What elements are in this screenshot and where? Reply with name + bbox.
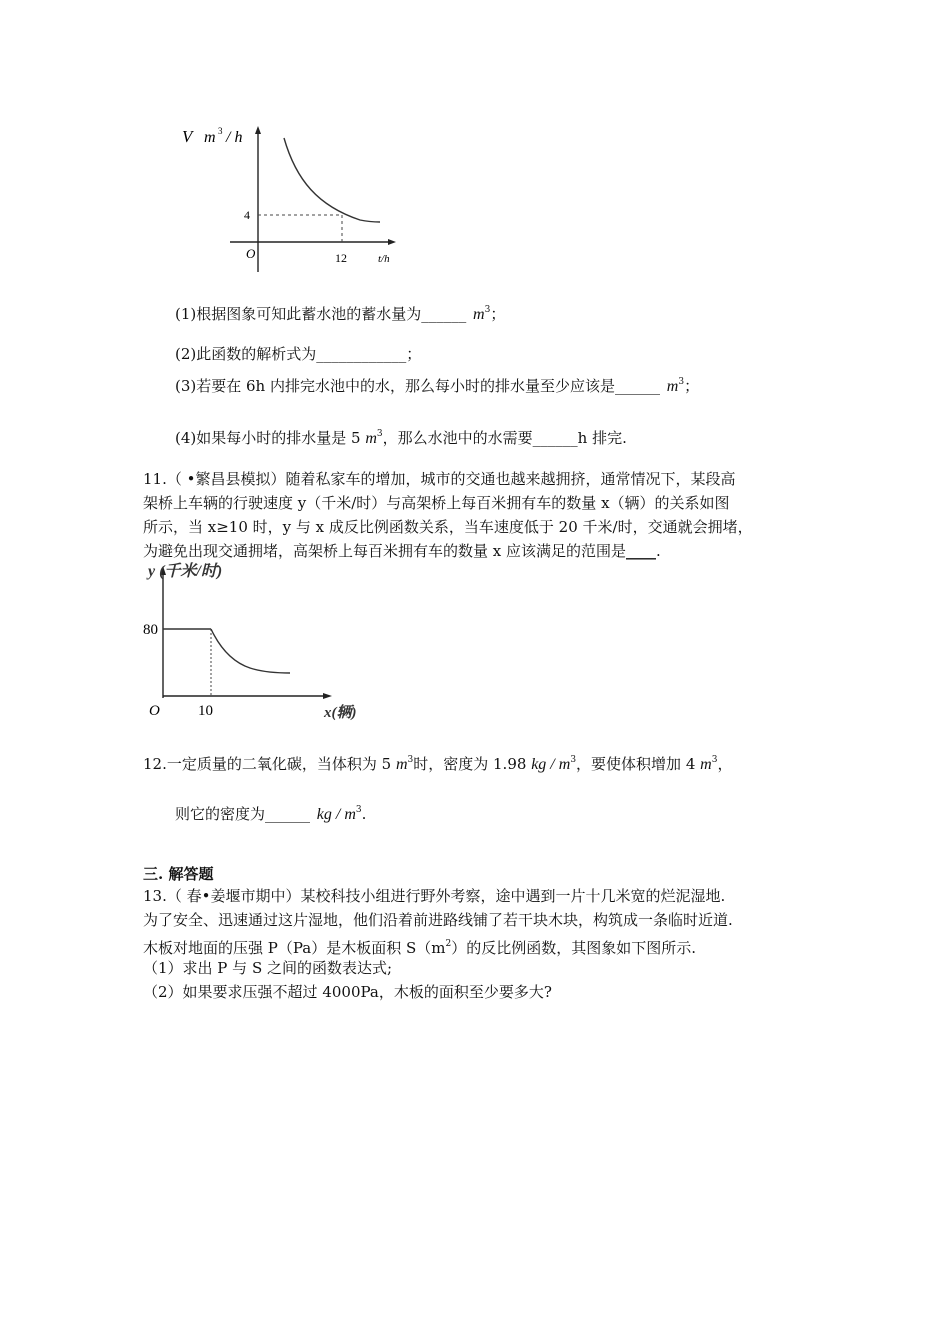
y-tick-label: 80 [143,622,158,638]
graph-traffic-speed [140,558,380,728]
y-label-m: m [204,129,216,146]
x-tick-label: 12 [335,251,347,265]
q13-sub-2: （2）如果要求压强不超过 4000Pa，木板的面积至少要多大? [143,983,552,1001]
q10-part1: (1)根据图象可知此蓄水池的蓄水量为______ $m^3$； [175,305,506,323]
x-axis-label: t/h [378,253,390,265]
q11-line-3: 所示，当 x≥10 时，y 与 x 成反比例函数关系，当车速度低于 20 千米/时，交通就会拥堵， [143,518,753,536]
q10-part3: (3)若要在 6h 内排完水池中的水，那么每小时的排水量至少应该是______ $m^3$； [175,377,700,395]
q11-line-2: 架桥上车辆的行驶速度 y（千米/时）与高架桥上每百米拥有车的数量 x（辆）的关系如图 [143,494,730,512]
q13-sub-1: （1）求出 P 与 S 之间的函数表达式; [143,959,393,977]
q12-line-2: 则它的密度为______ kg / $m^3$. [175,805,367,823]
q10-part2: (2)此函数的解析式为____________； [175,345,422,363]
q13-line-3: 木板对地面的压强 P（Pa）是木板面积 $S(m^2)$的反比例函数，其图象如下图所示. [143,939,697,957]
origin-label: O [246,246,256,261]
answer-blank[interactable]: ______ [265,805,311,823]
q13-line-1: 13.（ 春•姜堰市期中）某校科技小组进行野外考察，途中遇到一片十几米宽的烂泥湿地. [143,887,726,905]
q10-part4: (4)如果每小时的排水量是 5 $m^3$，那么水池中的水需要______h 排完. [175,429,627,447]
origin-label: O [149,703,160,719]
answer-blank[interactable]: ______ [421,305,467,323]
curve [284,138,380,222]
y-label-unit: / h [226,129,243,146]
graph-drain-rate [170,122,410,282]
answer-blank[interactable]: ______ [615,377,660,395]
y-label-exp: 3 [218,126,223,136]
section-heading: 三. 解答题 [143,865,214,883]
curve [211,629,290,673]
q11-line-4: 为避免出现交通拥堵，高架桥上每百米拥有车的数量 x 应该满足的范围是____. [143,542,661,560]
y-axis-label: y (千米/时) [148,563,223,580]
q11-line-1: 11.（ •繁昌县模拟）随着私家车的增加，城市的交通也越来越拥挤，通常情况下，某段高 [143,470,736,488]
answer-blank[interactable]: ____ [626,542,656,560]
y-label-v: V [182,127,193,146]
q13-line-2: 为了安全、迅速通过这片湿地，他们沿着前进路线铺了若干块木块，构筑成一条临时近道. [143,911,733,929]
y-axis-arrow [255,126,261,134]
x-axis-label: x(辆) [324,705,357,721]
x-axis-arrow [388,239,396,245]
answer-blank[interactable]: ____________ [316,345,407,363]
q12-line-1: 12.一定质量的二氧化碳，当体积为 5 $m^3$时，密度为 1.98 kg / $m^3$，要使体积增加 4 $m^3$， [143,755,733,773]
x-axis-arrow [323,693,332,699]
answer-blank[interactable]: ______ [532,429,578,447]
y-tick-label: 4 [244,208,250,222]
x-tick-label: 10 [198,703,213,719]
